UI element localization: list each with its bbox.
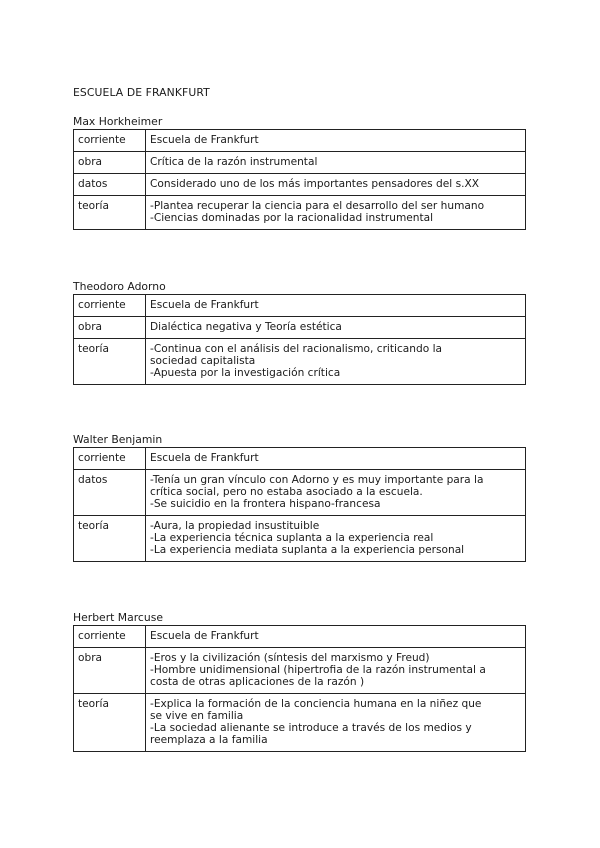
row-value — [146, 648, 526, 694]
value-line: -La experiencia técnica suplanta a la experiencia real — [150, 532, 434, 544]
table-row — [74, 626, 526, 648]
value-line: -Plantea recuperar la ciencia para el desarrollo del ser humano — [150, 200, 485, 212]
value-line: -Apuesta por la investigación crítica — [150, 367, 341, 379]
table-row — [74, 295, 526, 317]
value-line: reemplaza a la familia — [150, 734, 268, 746]
value-line: Considerado uno de los más importantes pensadores del s.XX — [150, 178, 480, 190]
value-line: Dialéctica negativa y Teoría estética — [150, 321, 342, 333]
table-row — [74, 152, 526, 174]
row-value — [146, 470, 526, 516]
value-line: Escuela de Frankfurt — [150, 630, 259, 642]
row-key: datos — [74, 174, 146, 196]
author-name: Theodoro Adorno — [73, 280, 166, 293]
row-key: datos — [74, 470, 146, 516]
value-line: -Aura, la propiedad insustituible — [150, 520, 320, 532]
value-line: Escuela de Frankfurt — [150, 134, 259, 146]
table-row — [74, 470, 526, 516]
author-name: Herbert Marcuse — [73, 611, 163, 624]
value-line: Escuela de Frankfurt — [150, 299, 259, 311]
value-line: -Eros y la civilización (síntesis del marxismo y Freud) — [150, 652, 430, 664]
table-row — [74, 317, 526, 339]
row-value — [146, 626, 526, 648]
row-value — [146, 339, 526, 385]
table-row — [74, 448, 526, 470]
row-key: corriente — [74, 626, 146, 648]
row-value — [146, 516, 526, 562]
author-name: Max Horkheimer — [73, 115, 163, 128]
author-table — [73, 447, 526, 562]
row-key: obra — [74, 152, 146, 174]
row-key: obra — [74, 317, 146, 339]
row-value — [146, 174, 526, 196]
author-name: Walter Benjamin — [73, 433, 163, 446]
table-row — [74, 694, 526, 752]
row-key: teoría — [74, 694, 146, 752]
row-key: corriente — [74, 295, 146, 317]
value-line: -Explica la formación de la conciencia humana en la niñez que — [150, 698, 482, 710]
row-key: corriente — [74, 130, 146, 152]
value-line: -Hombre unidimensional (hipertrofia de la razón instrumental a — [150, 664, 486, 676]
value-line: costa de otras aplicaciones de la razón ) — [150, 676, 365, 688]
document-title: ESCUELA DE FRANKFURT — [73, 86, 210, 99]
author-table — [73, 294, 526, 385]
row-key: teoría — [74, 196, 146, 230]
table-row — [74, 174, 526, 196]
row-key: teoría — [74, 516, 146, 562]
row-value — [146, 152, 526, 174]
value-line: -La experiencia mediata suplanta a la experiencia personal — [150, 544, 465, 556]
row-value — [146, 130, 526, 152]
value-line: se vive en familia — [150, 710, 244, 722]
table-row — [74, 196, 526, 230]
value-line: -Se suicidio en la frontera hispano-francesa — [150, 498, 381, 510]
table-row — [74, 516, 526, 562]
author-table — [73, 129, 526, 230]
row-value — [146, 196, 526, 230]
row-value — [146, 694, 526, 752]
author-table — [73, 625, 526, 752]
value-line: -Ciencias dominadas por la racionalidad instrumental — [150, 212, 434, 224]
value-line: -Continua con el análisis del racionalismo, criticando la — [150, 343, 443, 355]
value-line: crítica social, pero no estaba asociado a la escuela. — [150, 486, 423, 498]
table-row — [74, 130, 526, 152]
value-line: -Tenía un gran vínculo con Adorno y es muy importante para la — [150, 474, 484, 486]
row-value — [146, 448, 526, 470]
table-row — [74, 339, 526, 385]
value-line: Crítica de la razón instrumental — [150, 156, 318, 168]
value-line: Escuela de Frankfurt — [150, 452, 259, 464]
row-value — [146, 317, 526, 339]
value-line: -La sociedad alienante se introduce a través de los medios y — [150, 722, 472, 734]
table-row — [74, 648, 526, 694]
value-line: sociedad capitalista — [150, 355, 256, 367]
row-key: corriente — [74, 448, 146, 470]
row-value — [146, 295, 526, 317]
row-key: obra — [74, 648, 146, 694]
row-key: teoría — [74, 339, 146, 385]
